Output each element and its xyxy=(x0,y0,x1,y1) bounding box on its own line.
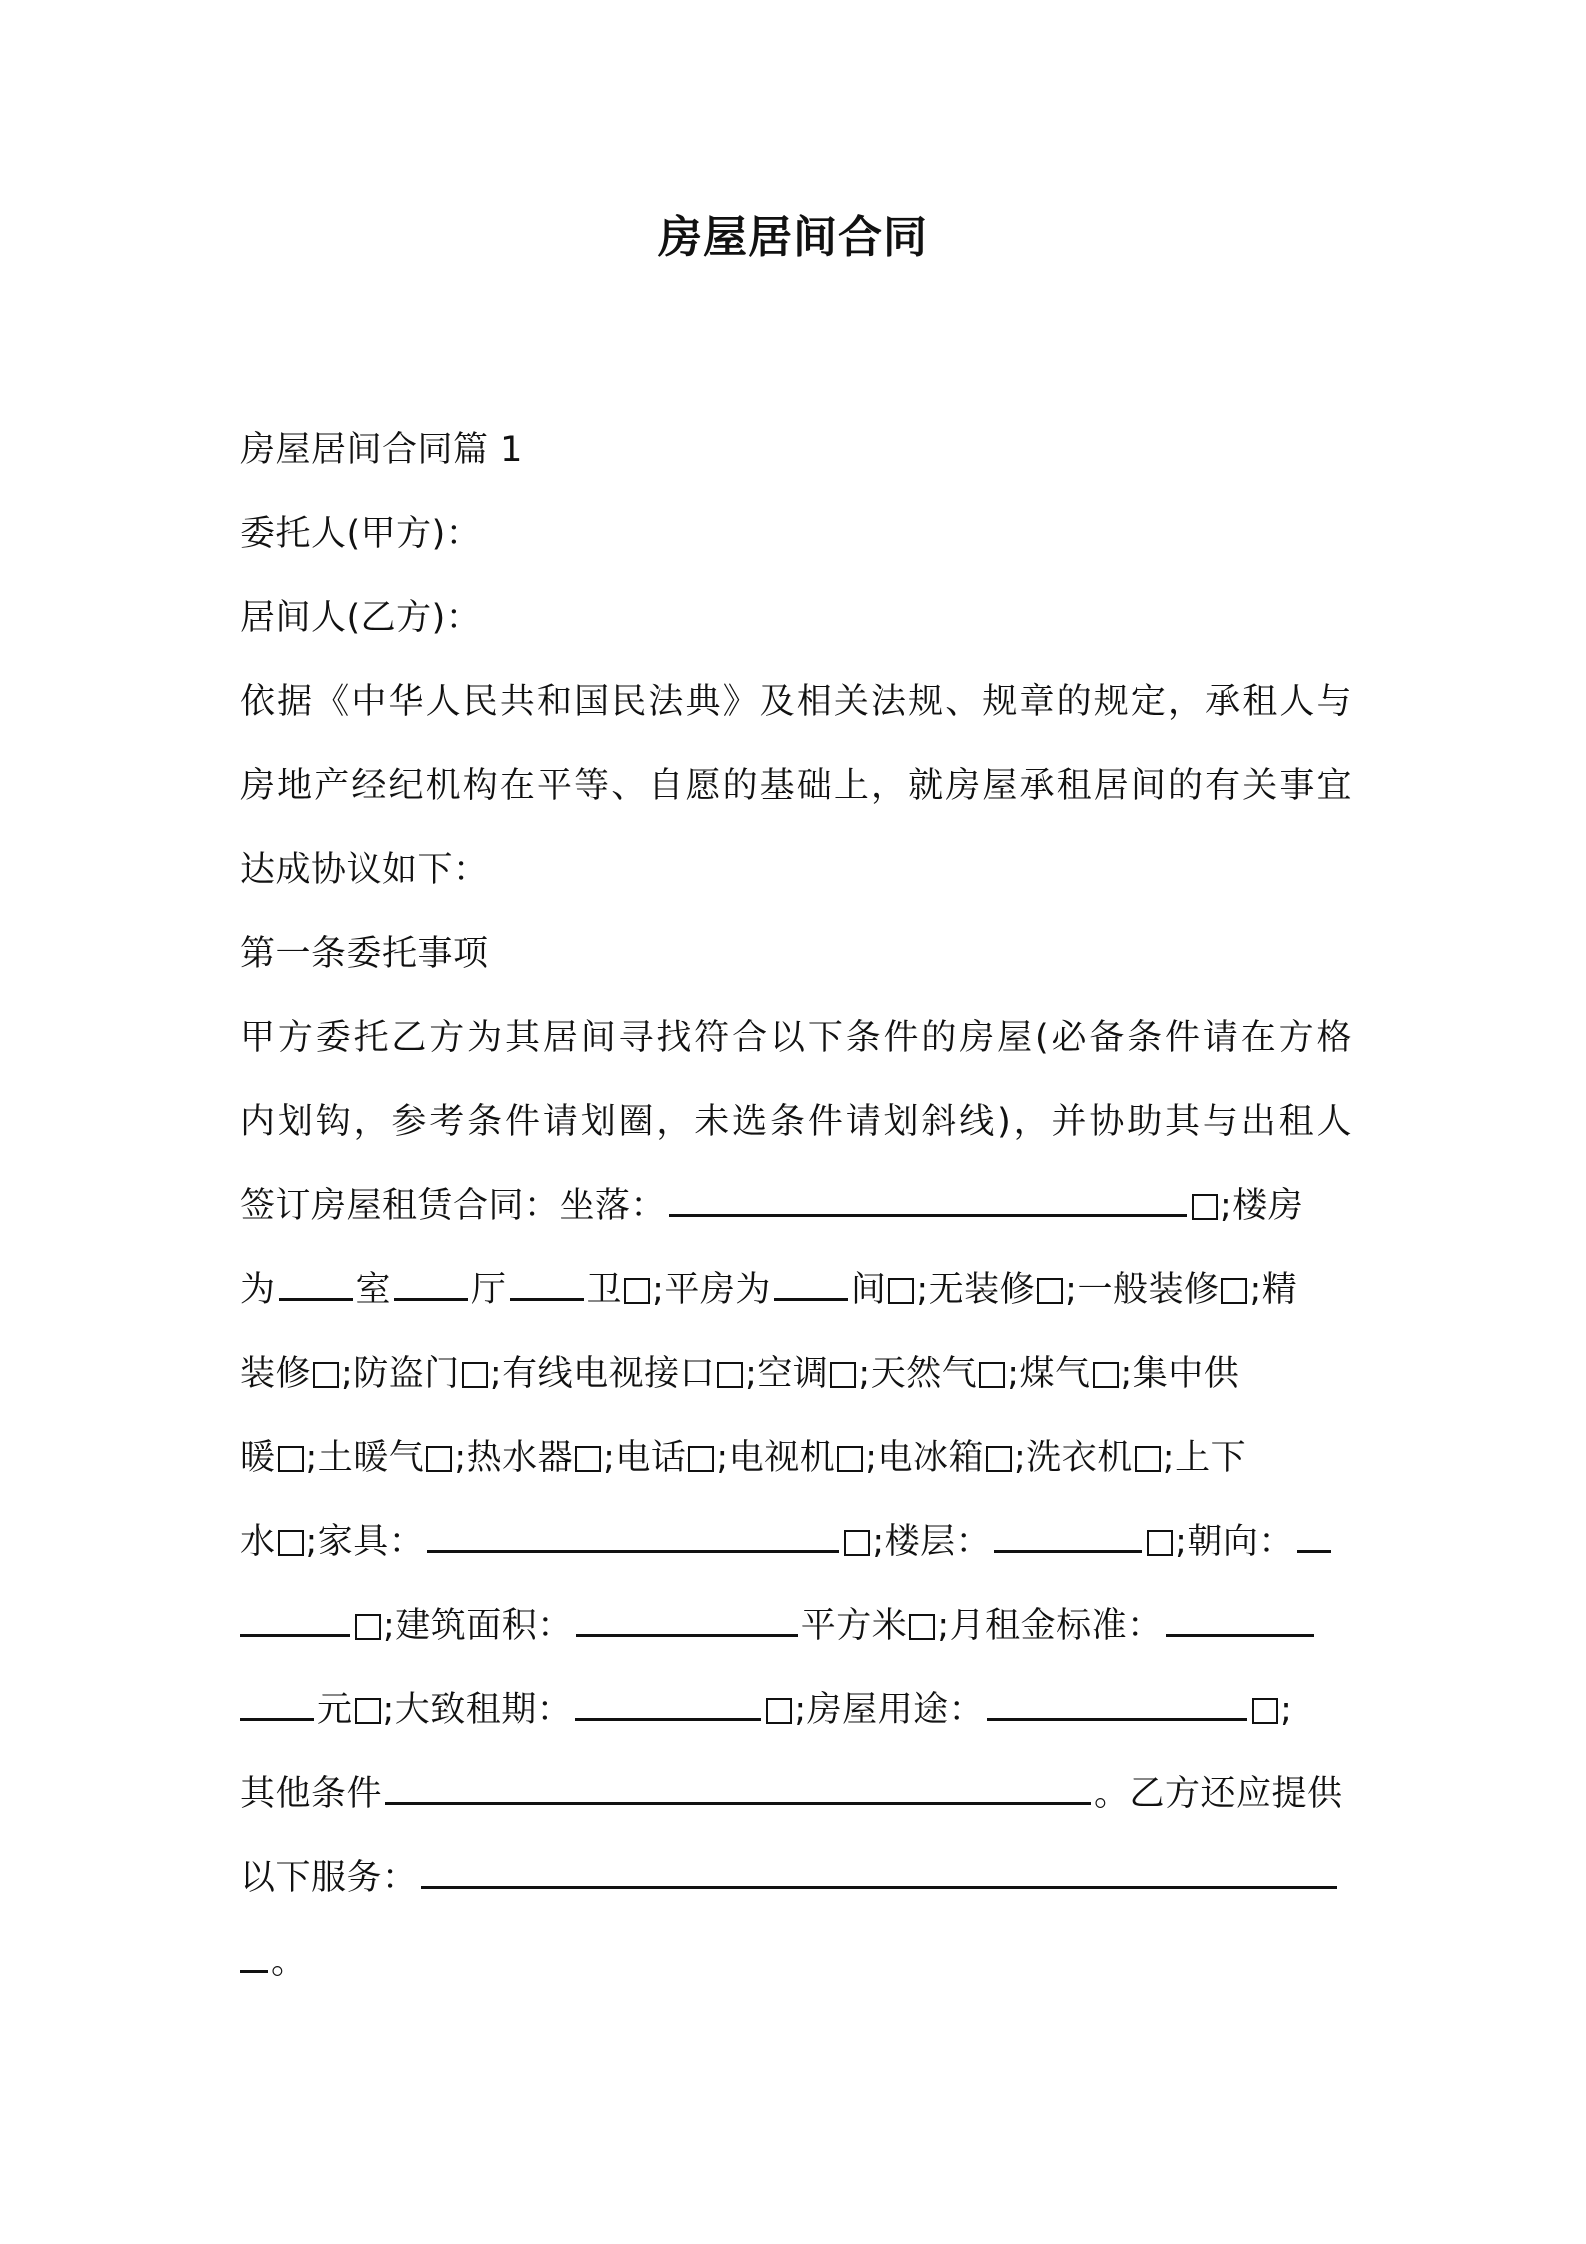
article-1-line-11 xyxy=(240,1836,1352,1920)
article-1-line-6 xyxy=(240,1416,1352,1500)
no-deco-label: ;无装修 xyxy=(916,1270,1036,1310)
bungalow-checkbox[interactable] xyxy=(888,1278,914,1304)
building-checkbox[interactable] xyxy=(624,1278,650,1304)
coal-gas-label: ;煤气 xyxy=(1007,1354,1091,1394)
rent-blank-end[interactable] xyxy=(240,1688,314,1721)
washer-label: ;洗衣机 xyxy=(1014,1438,1133,1478)
article-1-line-10 xyxy=(240,1752,1352,1836)
usage-blank[interactable] xyxy=(987,1688,1247,1721)
article-1-line-4 xyxy=(240,1248,1352,1332)
article-1-line-7 xyxy=(240,1500,1352,1584)
nuan-text: 暖 xyxy=(240,1438,276,1478)
floor-label: ;楼层： xyxy=(872,1522,992,1562)
services-blank-end[interactable] xyxy=(240,1940,268,1973)
document-title: 房屋居间合同 xyxy=(658,212,928,263)
bungalow-rooms-blank[interactable] xyxy=(774,1268,848,1301)
water-heater-label: ;热水器 xyxy=(454,1438,574,1478)
coal-gas-checkbox[interactable] xyxy=(1093,1362,1119,1388)
fridge-checkbox[interactable] xyxy=(986,1446,1012,1472)
fine-deco-label: 装修 xyxy=(240,1354,312,1394)
cable-tv-label: ;有线电视接口 xyxy=(489,1354,716,1394)
room-count-blank[interactable] xyxy=(279,1268,353,1301)
end-punctuation: 。 xyxy=(271,1942,307,1982)
bath-count-blank[interactable] xyxy=(510,1268,584,1301)
article-1-line-3 xyxy=(240,1164,1352,1248)
room-label: 室 xyxy=(355,1270,392,1310)
hall-count-blank[interactable] xyxy=(394,1268,468,1301)
central-heat-label: ;集中供 xyxy=(1120,1354,1240,1394)
fine-deco-checkbox[interactable] xyxy=(313,1362,339,1388)
area-blank[interactable] xyxy=(576,1604,798,1637)
bungalow-label: ;平房为 xyxy=(652,1270,771,1310)
hall-label: 厅 xyxy=(471,1270,507,1310)
area-label: ;建筑面积： xyxy=(383,1606,573,1646)
term-checkbox[interactable] xyxy=(766,1698,792,1724)
jian-label: 间 xyxy=(850,1270,887,1310)
wei-text: 为 xyxy=(240,1270,276,1310)
cable-tv-checkbox[interactable] xyxy=(717,1362,743,1388)
preamble-line-2: 房地产经纪机构在平等、自愿的基础上，就房屋承租居间的有关事宜 xyxy=(240,766,1352,806)
orientation-blank-start[interactable] xyxy=(1297,1520,1331,1553)
floor-checkbox[interactable] xyxy=(1147,1530,1173,1556)
orientation-blank-end[interactable] xyxy=(240,1604,350,1637)
ac-checkbox[interactable] xyxy=(830,1362,856,1388)
antitheft-label: ;防盗门 xyxy=(341,1354,460,1394)
sign-label: 签订房屋租赁合同：坐落： xyxy=(240,1186,667,1226)
usage-checkbox[interactable] xyxy=(1252,1698,1278,1724)
sqm-label: 平方米 xyxy=(800,1606,908,1646)
yuan-label: 元 xyxy=(317,1690,353,1730)
services-intro-text: 。乙方还应提供 xyxy=(1094,1774,1343,1814)
rent-label: ;月租金标准： xyxy=(937,1606,1163,1646)
central-heat-checkbox[interactable] xyxy=(278,1446,304,1472)
location-blank[interactable] xyxy=(669,1184,1187,1217)
party-b-line: 居间人(乙方)： xyxy=(240,598,482,638)
furniture-checkbox[interactable] xyxy=(844,1530,870,1556)
other-conditions-blank[interactable] xyxy=(385,1772,1091,1805)
article-1-line-9 xyxy=(240,1668,1352,1752)
phone-label: ;电话 xyxy=(603,1438,687,1478)
orientation-label: ;朝向： xyxy=(1175,1522,1294,1562)
shui-text: 水 xyxy=(240,1522,276,1562)
furniture-label: ;家具： xyxy=(305,1522,425,1562)
preamble-line-3: 达成协议如下： xyxy=(240,850,489,890)
natural-gas-checkbox[interactable] xyxy=(979,1362,1005,1388)
article-1-line-2: 内划钩，参考条件请划圈，未选条件请划斜线)，并协助其与出租人 xyxy=(240,1102,1352,1142)
plumbing-checkbox[interactable] xyxy=(278,1530,304,1556)
fridge-label: ;电冰箱 xyxy=(865,1438,984,1478)
local-heat-label: ;土暖气 xyxy=(305,1438,425,1478)
article-1-line-12 xyxy=(240,1920,1352,2004)
article-1-heading: 第一条委托事项 xyxy=(240,934,489,974)
furniture-blank[interactable] xyxy=(427,1520,839,1553)
local-heat-checkbox[interactable] xyxy=(426,1446,452,1472)
tv-label: ;电视机 xyxy=(716,1438,836,1478)
article-1-line-5 xyxy=(240,1332,1352,1416)
usage-label: ;房屋用途： xyxy=(794,1690,985,1730)
orientation-checkbox[interactable] xyxy=(355,1614,381,1640)
water-heater-checkbox[interactable] xyxy=(575,1446,601,1472)
semicolon-text: ; xyxy=(1280,1690,1293,1730)
other-label: 其他条件 xyxy=(240,1774,383,1814)
floor-blank[interactable] xyxy=(994,1520,1142,1553)
article-1-line-1: 甲方委托乙方为其居间寻找符合以下条件的房屋(必备条件请在方格 xyxy=(240,1018,1352,1058)
jing-text: ;精 xyxy=(1249,1270,1298,1310)
ac-label: ;空调 xyxy=(745,1354,829,1394)
location-checkbox[interactable] xyxy=(1192,1194,1218,1220)
phone-checkbox[interactable] xyxy=(688,1446,714,1472)
rent-checkbox[interactable] xyxy=(355,1698,381,1724)
tv-checkbox[interactable] xyxy=(837,1446,863,1472)
preamble-line-1: 依据《中华人民共和国民法典》及相关法规、规章的规定，承租人与 xyxy=(240,682,1352,722)
no-deco-checkbox[interactable] xyxy=(1037,1278,1063,1304)
services-label: 以下服务： xyxy=(240,1858,418,1898)
term-label: ;大致租期： xyxy=(382,1690,573,1730)
term-blank[interactable] xyxy=(575,1688,761,1721)
normal-deco-label: ;一般装修 xyxy=(1065,1270,1220,1310)
plumbing-label: ;上下 xyxy=(1162,1438,1247,1478)
washer-checkbox[interactable] xyxy=(1135,1446,1161,1472)
area-checkbox[interactable] xyxy=(909,1614,935,1640)
bath-label: 卫 xyxy=(586,1270,623,1310)
building-label: ;楼房 xyxy=(1220,1186,1304,1226)
party-a-line: 委托人(甲方)： xyxy=(240,514,482,554)
document-body xyxy=(240,408,1352,2004)
section-heading: 房屋居间合同篇 1 xyxy=(240,430,523,470)
natural-gas-label: ;天然气 xyxy=(858,1354,978,1394)
antitheft-checkbox[interactable] xyxy=(462,1362,488,1388)
rent-blank-start[interactable] xyxy=(1166,1604,1314,1637)
services-blank-start[interactable] xyxy=(421,1856,1337,1889)
article-1-line-8 xyxy=(240,1584,1352,1668)
normal-deco-checkbox[interactable] xyxy=(1221,1278,1247,1304)
